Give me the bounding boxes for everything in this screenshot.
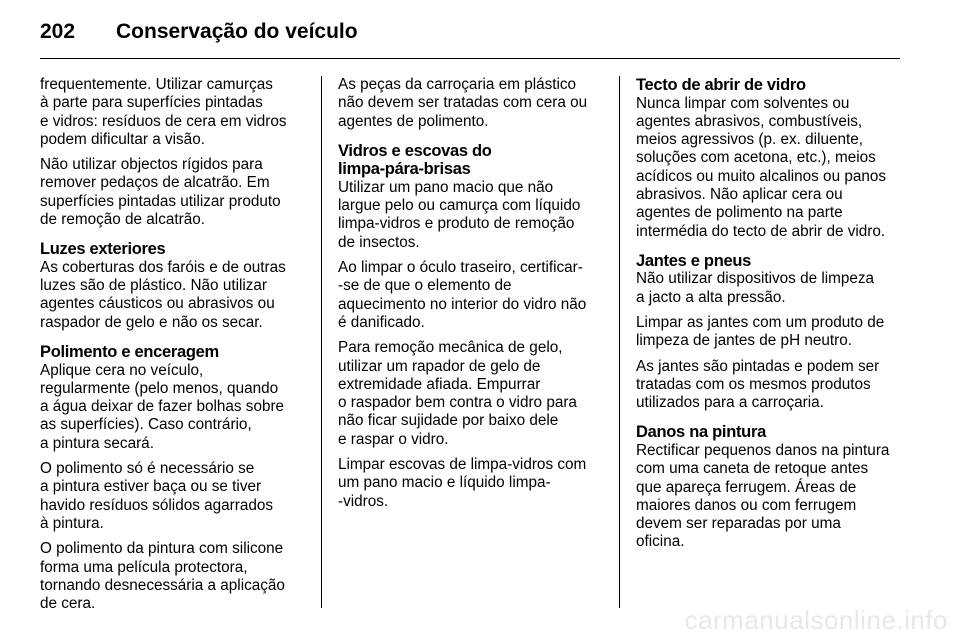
text-line: frequentemente. Utilizar camurças <box>40 76 273 93</box>
text-line: -se de que o elemento de <box>338 277 512 295</box>
text-line: extremidade afiada. Empurrar <box>338 375 541 393</box>
text-line: Rectificar pequenos danos na pintura <box>636 441 890 459</box>
text-line: de insectos. <box>338 233 420 251</box>
text-line: Ao limpar o óculo traseiro, certificar- <box>338 259 583 277</box>
text-line: aquecimento no interior do vidro não <box>338 295 587 313</box>
text-line: As jantes são pintadas e podem ser <box>636 357 880 375</box>
text-line: Limpar as jantes com um produto de <box>636 313 885 331</box>
text-line: o raspador bem contra o vidro para <box>338 394 577 412</box>
text-line: a pintura estiver baça ou se tiver <box>40 478 262 496</box>
watermark: carmanualsonline.info <box>684 605 948 635</box>
paragraph <box>636 95 904 241</box>
section-heading-vidros <box>338 142 606 179</box>
page-number: 202 <box>40 20 76 43</box>
text-line: que apareça ferrugem. Áreas de <box>636 478 857 496</box>
text-line: regularmente (pelo menos, quando <box>40 379 279 397</box>
column-1 <box>40 76 308 620</box>
text-line: Não utilizar dispositivos de limpeza <box>636 270 875 288</box>
text-line: à pintura. <box>40 514 104 532</box>
section-heading-jantes: Jantes e pneus <box>636 251 752 270</box>
text-line: luzes são de plástico. Não utilizar <box>40 277 268 295</box>
text-line: Limpar escovas de limpa-vidros com <box>338 456 587 474</box>
text-line: -vidros. <box>338 492 389 510</box>
text-line: com uma caneta de retoque antes <box>636 460 869 478</box>
column-divider-1 <box>321 76 322 608</box>
paragraph <box>338 456 606 511</box>
heading-line: Vidros e escovas do <box>338 141 492 160</box>
text-line: havido resíduos sólidos agarrados <box>40 496 273 514</box>
text-line: As peças da carroçaria em plástico <box>338 76 577 93</box>
section-heading-luzes-exteriores: Luzes exteriores <box>40 240 166 259</box>
paragraph <box>338 339 606 449</box>
text-line: raspador de gelo e não os secar. <box>40 313 263 331</box>
paragraph <box>40 362 308 453</box>
text-line: Nunca limpar com solventes ou <box>636 94 850 112</box>
text-line: a pintura secará. <box>40 434 154 452</box>
text-line: é danificado. <box>338 313 425 331</box>
column-2 <box>338 76 606 518</box>
paragraph <box>636 270 904 307</box>
paragraph <box>40 540 308 613</box>
section-heading-polimento: Polimento e enceragem <box>40 343 219 362</box>
text-line: não ficar sujidade por baixo dele <box>338 412 559 430</box>
section-heading-tecto: Tecto de abrir de vidro <box>636 76 806 94</box>
paragraph <box>636 314 904 351</box>
text-line: agentes de polimento na parte <box>636 204 843 222</box>
text-line: não devem ser tratadas com cera ou <box>338 94 588 112</box>
text-line: maiores danos ou com ferrugem <box>636 496 857 514</box>
paragraph <box>40 76 308 149</box>
text-line: utilizar um rapador de gelo de <box>338 357 541 375</box>
text-line: superfícies pintadas utilizar produto <box>40 192 281 210</box>
text-line: remover pedaços de alcatrão. Em <box>40 174 270 192</box>
text-line: agentes abrasivos, combustíveis, <box>636 112 863 130</box>
page-header <box>40 14 358 50</box>
text-line: largue pelo ou camurça com líquido <box>338 197 581 215</box>
paragraph <box>338 76 606 131</box>
paragraph <box>636 442 904 552</box>
column-3 <box>636 76 904 559</box>
section-heading-danos: Danos na pintura <box>636 423 766 442</box>
text-line: devem ser reparadas por uma <box>636 515 841 533</box>
paragraph <box>338 259 606 332</box>
text-line: um pano macio e líquido limpa- <box>338 474 551 492</box>
text-line: tratadas com os mesmos produtos <box>636 375 871 393</box>
text-line: e vidros: resíduos de cera em vidros <box>40 112 287 130</box>
text-line: abrasivos. Não aplicar cera ou <box>636 185 843 203</box>
text-line: Utilizar um pano macio que não <box>338 178 554 196</box>
text-line: as superfícies). Caso contrário, <box>40 416 252 434</box>
text-line: limpa-vidros e produto de remoção <box>338 215 575 233</box>
heading-line: limpa-pára-brisas <box>338 160 471 179</box>
text-line: de cera. <box>40 595 96 613</box>
text-line: soluções com acetona, etc.), meios <box>636 149 876 167</box>
text-line: intermédia do tecto de abrir de vidro. <box>636 222 886 240</box>
page-title: Conservação do veículo <box>116 20 358 43</box>
header-rule <box>40 58 900 59</box>
text-line: Não utilizar objectos rígidos para <box>40 156 263 174</box>
text-line: utilizados para a carroçaria. <box>636 394 824 412</box>
text-line: e raspar o vidro. <box>338 430 449 448</box>
column-divider-2 <box>619 76 620 608</box>
paragraph <box>40 259 308 332</box>
text-line: forma uma película protectora, <box>40 558 248 576</box>
text-line: podem dificultar a visão. <box>40 130 205 148</box>
text-line: de remoção de alcatrão. <box>40 211 205 229</box>
text-line: agentes cáusticos ou abrasivos ou <box>40 295 275 313</box>
text-line: a água deixar de fazer bolhas sobre <box>40 398 285 416</box>
text-line: acídicos ou muito alcalinos ou panos <box>636 167 887 185</box>
paragraph <box>338 179 606 252</box>
text-line: O polimento só é necessário se <box>40 460 255 478</box>
text-line: Aplique cera no veículo, <box>40 361 204 379</box>
text-line: O polimento da pintura com silicone <box>40 540 284 558</box>
text-line: à parte para superfícies pintadas <box>40 94 263 112</box>
text-line: agentes de polimento. <box>338 112 489 130</box>
text-line: limpeza de jantes de pH neutro. <box>636 332 852 350</box>
text-line: As coberturas dos faróis e de outras <box>40 258 286 276</box>
paragraph <box>40 460 308 533</box>
paragraph <box>40 156 308 229</box>
paragraph <box>636 358 904 413</box>
text-line: oficina. <box>636 533 685 551</box>
text-line: Para remoção mecânica de gelo, <box>338 339 563 357</box>
text-line: meios agressivos (p. ex. diluente, <box>636 131 864 149</box>
text-line: a jacto a alta pressão. <box>636 288 786 306</box>
text-line: tornando desnecessária a aplicação <box>40 576 285 594</box>
